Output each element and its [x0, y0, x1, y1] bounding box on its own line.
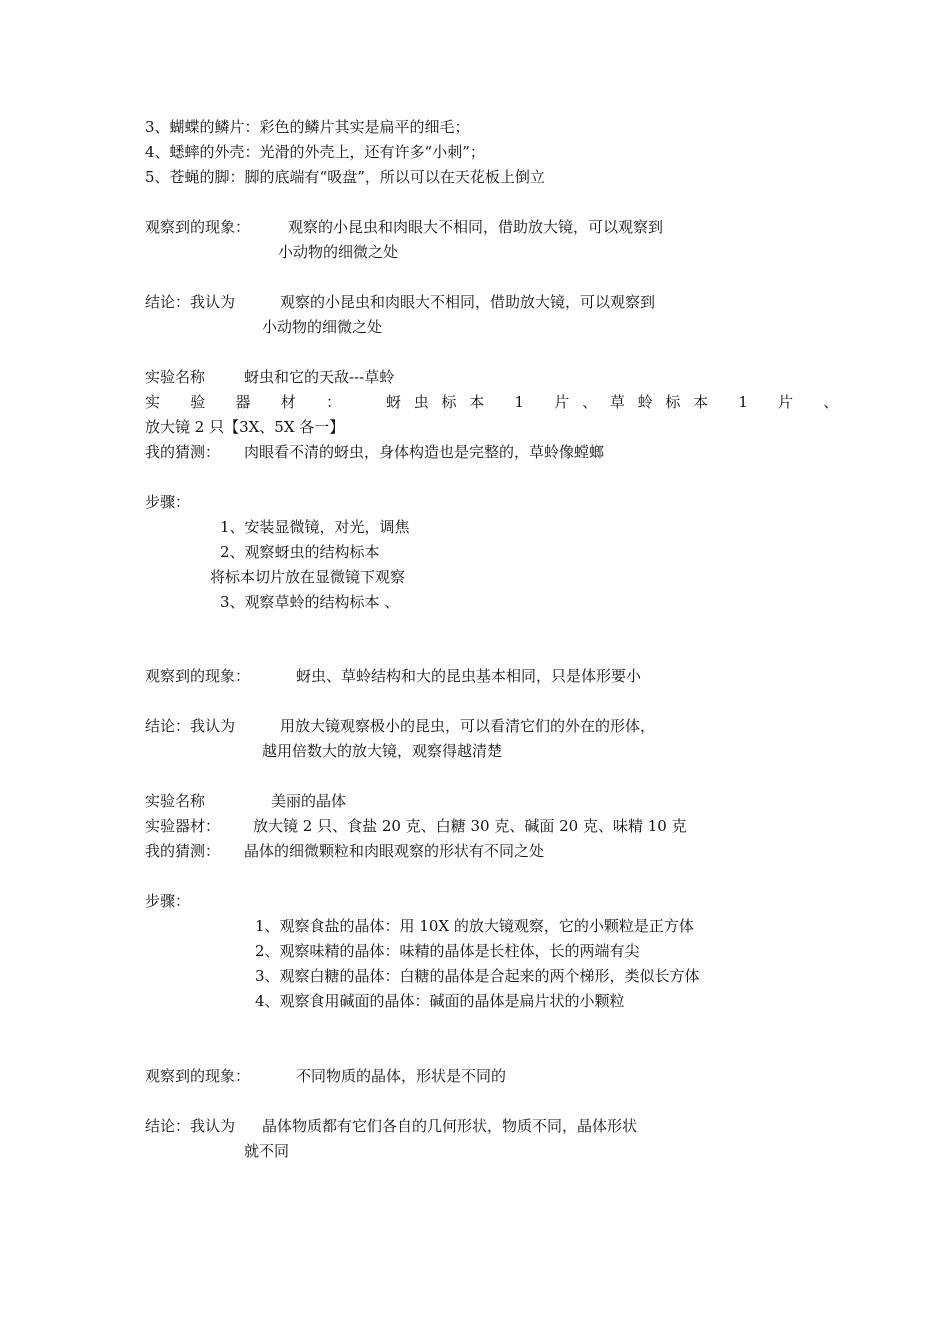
experiment-name-label: 实验名称	[145, 368, 206, 386]
step-item: 4、观察食用碱面的晶体：碱面的晶体是扁片状的小颗粒	[255, 992, 625, 1010]
conclusion-label: 结论：我认为	[145, 293, 236, 311]
observation-text-cont: 小动物的细微之处	[278, 243, 399, 261]
experiment-name-label: 实验名称	[145, 792, 206, 810]
conclusion-text: 观察的小昆虫和肉眼大不相同，借助放大镜，可以观察到	[280, 293, 656, 311]
steps-label: 步骤：	[145, 892, 191, 910]
conclusion-label: 结论：我认为	[145, 1117, 236, 1135]
materials-text: 放大镜 2 只、食盐 20 克、白糖 30 克、碱面 20 克、味精 10 克	[253, 817, 687, 835]
observation-label: 观察到的现象：	[145, 1067, 251, 1085]
guess-label: 我的猜测：	[145, 842, 221, 860]
step-item: 1、安装显微镜，对光，调焦	[220, 518, 410, 536]
materials-text-cont: 放大镜 2 只【3X、5X 各一】	[145, 418, 345, 436]
observation-text: 蚜虫、草蛉结构和大的昆虫基本相同，只是体形要小	[296, 667, 642, 685]
conclusion-text-cont: 就不同	[244, 1142, 290, 1160]
guess-label: 我的猜测：	[145, 443, 221, 461]
conclusion-text: 用放大镜观察极小的昆虫，可以看清它们的外在的形体，	[280, 717, 656, 735]
guess-text: 晶体的细微颗粒和肉眼观察的形状有不同之处	[244, 842, 545, 860]
observation-text: 观察的小昆虫和肉眼大不相同，借助放大镜，可以观察到	[288, 218, 664, 236]
step-item: 3、观察白糖的晶体：白糖的晶体是合起来的两个梯形，类似长方体	[255, 967, 700, 985]
step-item: 2、观察蚜虫的结构标本	[220, 543, 380, 561]
experiment-name: 美丽的晶体	[271, 792, 347, 810]
steps-label: 步骤：	[145, 493, 191, 511]
step-item: 1、观察食盐的晶体：用 10X 的放大镜观察，它的小颗粒是正方体	[255, 917, 694, 935]
list-item: 4、蟋蟀的外壳：光滑的外壳上，还有许多“小刺”；	[145, 143, 485, 161]
conclusion-text-cont: 越用倍数大的放大镜，观察得越清楚	[262, 742, 503, 760]
observation-label: 观察到的现象：	[145, 218, 251, 236]
experiment-name: 蚜虫和它的天敌---草蛉	[244, 368, 395, 386]
guess-text: 肉眼看不清的蚜虫，身体构造也是完整的，草蛉像螳螂	[244, 443, 605, 461]
conclusion-label: 结论：我认为	[145, 717, 236, 735]
step-item: 2、观察味精的晶体：味精的晶体是长柱体，长的两端有尖	[255, 942, 640, 960]
conclusion-text-cont: 小动物的细微之处	[262, 318, 383, 336]
observation-label: 观察到的现象：	[145, 667, 251, 685]
materials-label: 实 验 器 材 ：	[145, 393, 354, 411]
observation-text: 不同物质的晶体，形状是不同的	[296, 1067, 507, 1085]
conclusion-text: 晶体物质都有它们各自的几何形状，物质不同，晶体形状	[262, 1117, 638, 1135]
step-item: 3、观察草蛉的结构标本 、	[220, 593, 400, 611]
list-item: 5、苍蝇的脚：脚的底端有“吸盘”，所以可以在天花板上倒立	[145, 168, 545, 186]
step-item: 将标本切片放在显微镜下观察	[210, 568, 406, 586]
materials-label: 实验器材：	[145, 817, 221, 835]
materials-text: 蚜虫标本 1 片、草蛉标本 1 片 、	[386, 393, 852, 411]
list-item: 3、蝴蝶的鳞片：彩色的鳞片其实是扁平的细毛；	[145, 118, 470, 136]
